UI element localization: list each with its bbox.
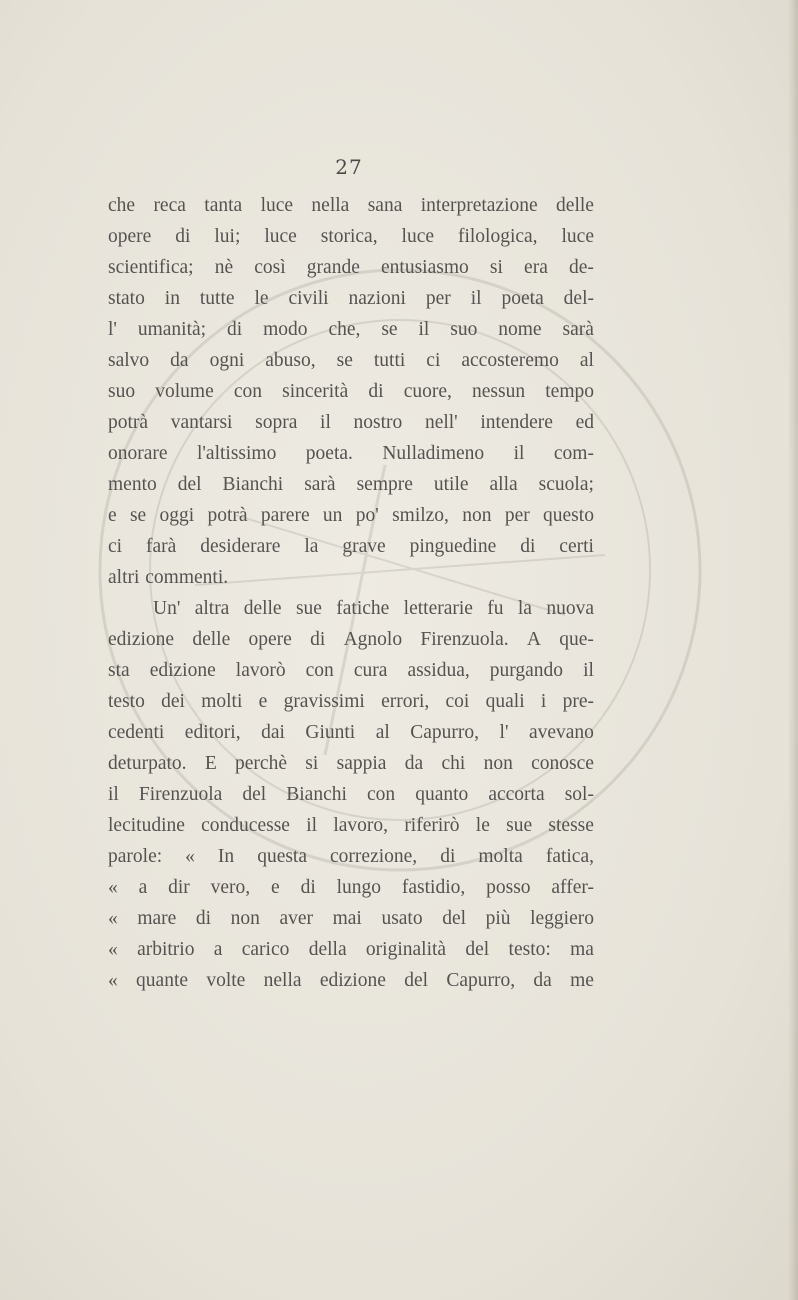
word: potrà — [207, 505, 248, 526]
word: filologica, — [457, 226, 538, 247]
word: nostro — [353, 412, 403, 433]
word: salvo — [108, 350, 150, 371]
word: non — [483, 753, 513, 774]
word: conducesse — [201, 815, 290, 836]
word: per — [425, 288, 451, 309]
word: lungo — [336, 877, 382, 898]
word: al — [375, 722, 390, 743]
word: arbitrio — [137, 939, 195, 960]
word: nessun — [472, 381, 526, 402]
word: più — [485, 908, 511, 929]
word: testo: — [508, 939, 551, 960]
word: del — [404, 970, 429, 991]
word: tutti — [373, 350, 406, 371]
word: avevano — [528, 722, 594, 743]
word: dei — [161, 691, 185, 712]
word: parere — [260, 505, 310, 526]
text-line — [108, 810, 594, 841]
word: purgando — [489, 660, 564, 681]
word: po' — [355, 505, 379, 526]
word: fatica, — [545, 846, 594, 867]
word: intendere — [480, 412, 553, 433]
text-line — [108, 717, 594, 748]
word: altra — [194, 598, 230, 619]
word: nell' — [424, 412, 458, 433]
word: « — [108, 970, 118, 991]
word: di — [310, 629, 326, 650]
word: cuore, — [403, 381, 452, 402]
word: ci — [426, 350, 441, 371]
text-line — [108, 903, 594, 934]
word: utile — [433, 474, 469, 495]
word: civili — [288, 288, 329, 309]
word: dai — [261, 722, 285, 743]
word: si — [305, 753, 319, 774]
word: de- — [569, 257, 594, 278]
word: onorare — [108, 443, 168, 464]
word: era — [524, 257, 548, 278]
word: originalità — [365, 939, 447, 960]
word: luce — [260, 195, 294, 216]
word: assidua, — [407, 660, 470, 681]
word: Giunti — [305, 722, 356, 743]
word: posso — [486, 877, 531, 898]
word: Bianchi — [286, 784, 347, 805]
word: poeta — [501, 288, 544, 309]
word: che — [108, 195, 136, 216]
word: volte — [206, 970, 246, 991]
word: nella — [263, 970, 302, 991]
word: A — [526, 629, 541, 650]
word: di — [175, 226, 191, 247]
word: commenti. — [145, 567, 229, 588]
word: aver — [279, 908, 314, 929]
word: conosce — [531, 753, 594, 774]
text-line — [108, 221, 594, 252]
word: vero, — [210, 877, 251, 898]
word: se — [129, 505, 147, 526]
word: modo — [263, 319, 308, 340]
word: alla — [489, 474, 518, 495]
word: editori, — [184, 722, 241, 743]
word: In — [217, 846, 235, 867]
text-line — [108, 872, 594, 903]
word: l' — [499, 722, 509, 743]
text-line — [108, 252, 594, 283]
word: nè — [214, 257, 234, 278]
word: carico — [241, 939, 290, 960]
word: « — [108, 908, 118, 929]
word: cedenti — [108, 722, 165, 743]
word: tanta — [204, 195, 243, 216]
text-line — [108, 438, 594, 469]
word: storica, — [320, 226, 378, 247]
word: ci — [108, 536, 123, 557]
word: luce — [561, 226, 594, 247]
word: deturpato. — [108, 753, 187, 774]
word: E — [204, 753, 217, 774]
text-line — [108, 376, 594, 407]
word: del — [465, 939, 490, 960]
word: perchè — [235, 753, 287, 774]
word: suo — [450, 319, 478, 340]
word: que- — [559, 629, 594, 650]
text-line — [108, 748, 594, 779]
word: di — [520, 536, 536, 557]
word: del — [442, 908, 467, 929]
word: il — [470, 288, 482, 309]
word: il — [418, 319, 430, 340]
word: farà — [146, 536, 177, 557]
word: riferirò — [404, 815, 460, 836]
word: a — [138, 877, 148, 898]
word: che, — [328, 319, 361, 340]
word: molti — [201, 691, 243, 712]
word: della — [308, 939, 347, 960]
word: Nulladimeno — [382, 443, 485, 464]
word: lavoro, — [333, 815, 389, 836]
word: accosteremo — [461, 350, 559, 371]
word: reca — [153, 195, 186, 216]
word: il — [108, 784, 119, 805]
word: altri — [108, 567, 140, 588]
word: potrà — [108, 412, 149, 433]
text-line — [108, 934, 594, 965]
word: « — [185, 846, 195, 867]
word: per — [504, 505, 530, 526]
text-line — [108, 965, 594, 996]
word: leggiero — [530, 908, 594, 929]
word: poeta. — [305, 443, 353, 464]
word: a — [213, 939, 223, 960]
word: di — [368, 381, 384, 402]
word: luce — [401, 226, 435, 247]
word: lecitudine — [108, 815, 185, 836]
word: quante — [136, 970, 189, 991]
word: molta — [478, 846, 523, 867]
word: non — [230, 908, 260, 929]
text-line — [108, 655, 594, 686]
word: Capurro, — [410, 722, 480, 743]
word: tempo — [545, 381, 594, 402]
word: sana — [367, 195, 403, 216]
text-line — [108, 686, 594, 717]
word: fastidio, — [401, 877, 466, 898]
word: delle — [243, 598, 282, 619]
word: da — [170, 350, 189, 371]
word: umanità; — [137, 319, 207, 340]
word: il — [306, 815, 318, 836]
word: in — [164, 288, 180, 309]
word: se — [381, 319, 398, 340]
word: smilzo, — [392, 505, 449, 526]
word: del- — [563, 288, 594, 309]
text-line — [108, 407, 594, 438]
word: usato — [381, 908, 423, 929]
text-line — [108, 283, 594, 314]
word: al — [579, 350, 594, 371]
word: Agnolo — [343, 629, 403, 650]
word: sempre — [356, 474, 413, 495]
text-line — [108, 500, 594, 531]
word: Capurro, — [446, 970, 516, 991]
word: e — [271, 877, 280, 898]
text-line — [108, 190, 594, 221]
word: quanto — [415, 784, 469, 805]
word: con — [305, 660, 334, 681]
word: scientifica; — [108, 257, 194, 278]
word: testo — [108, 691, 145, 712]
word: vantarsi — [170, 412, 233, 433]
word: oggi — [159, 505, 195, 526]
word: Un' — [153, 598, 181, 619]
word: da — [404, 753, 424, 774]
word: com- — [553, 443, 594, 464]
word: sta — [108, 660, 130, 681]
word: mare — [137, 908, 177, 929]
word: gravissimi — [283, 691, 365, 712]
word: del — [242, 784, 267, 805]
word: chi — [441, 753, 466, 774]
word: edizione — [149, 660, 216, 681]
word: l' — [108, 319, 117, 340]
word: questa — [257, 846, 308, 867]
text-line — [108, 345, 594, 376]
text-line — [108, 562, 594, 593]
word: stesse — [548, 815, 594, 836]
word: nazioni — [348, 288, 406, 309]
word: sarà — [304, 474, 336, 495]
word: quali — [485, 691, 525, 712]
word: lavorò — [235, 660, 286, 681]
word: fatiche — [336, 598, 390, 619]
word: abuso, — [265, 350, 316, 371]
word: con — [366, 784, 396, 805]
word: grande — [306, 257, 360, 278]
word: il — [583, 660, 594, 681]
word: del — [177, 474, 202, 495]
word: grave — [342, 536, 386, 557]
text-line — [108, 841, 594, 872]
word: delle — [192, 629, 231, 650]
word: edizione — [319, 970, 386, 991]
word: pre- — [562, 691, 594, 712]
word: di — [300, 877, 316, 898]
word: se — [336, 350, 353, 371]
body-text — [108, 190, 594, 996]
word: stato — [108, 288, 145, 309]
word: con — [233, 381, 263, 402]
word: i — [540, 691, 547, 712]
word: entusiasmo — [381, 257, 469, 278]
word: sue — [506, 815, 533, 836]
word: letterarie — [403, 598, 473, 619]
word: pinguedine — [409, 536, 497, 557]
word: parole: — [108, 846, 163, 867]
word: così — [254, 257, 286, 278]
word: ogni — [209, 350, 245, 371]
word: lui; — [214, 226, 241, 247]
word: il — [513, 443, 525, 464]
word: di — [440, 846, 456, 867]
word: ed — [575, 412, 594, 433]
word: tutte — [199, 288, 235, 309]
word: sarà — [562, 319, 594, 340]
word: nuova — [546, 598, 594, 619]
page-edge-shadow — [788, 0, 798, 1300]
word: il — [320, 412, 331, 433]
text-line — [108, 624, 594, 655]
word: e — [258, 691, 268, 712]
word: dir — [168, 877, 190, 898]
word: di — [227, 319, 243, 340]
word: « — [108, 939, 118, 960]
word: mento — [108, 474, 157, 495]
word: la — [304, 536, 319, 557]
text-line — [108, 531, 594, 562]
word: Bianchi — [222, 474, 284, 495]
text-line — [108, 469, 594, 500]
word: fu — [487, 598, 504, 619]
word: interpretazione — [420, 195, 538, 216]
word: nella — [311, 195, 350, 216]
word: correzione, — [330, 846, 418, 867]
word: sincerità — [282, 381, 349, 402]
word: da — [533, 970, 552, 991]
word: opere — [108, 226, 152, 247]
text-line — [108, 314, 594, 345]
word: suo — [108, 381, 136, 402]
word: sol- — [564, 784, 594, 805]
word: Firenzuola — [138, 784, 223, 805]
word: nome — [498, 319, 542, 340]
word: me — [570, 970, 594, 991]
word: un — [322, 505, 343, 526]
word: accorta — [488, 784, 545, 805]
word: sopra — [255, 412, 298, 433]
word: e — [108, 505, 117, 526]
word: delle — [556, 195, 594, 216]
word: l'altissimo — [197, 443, 277, 464]
word: affer- — [551, 877, 594, 898]
word: cura — [353, 660, 388, 681]
word: Firenzuola. — [420, 629, 509, 650]
word: volume — [155, 381, 214, 402]
word: coi — [445, 691, 470, 712]
word: si — [489, 257, 503, 278]
word: edizione — [108, 629, 175, 650]
word: mai — [332, 908, 362, 929]
word: luce — [264, 226, 297, 247]
word: sappia — [336, 753, 387, 774]
word: « — [108, 877, 118, 898]
text-line — [108, 593, 594, 624]
word: di — [195, 908, 212, 929]
word: non — [462, 505, 492, 526]
word: opere — [248, 629, 292, 650]
word: scuola; — [538, 474, 594, 495]
word: la — [517, 598, 532, 619]
page-number: 27 — [335, 155, 363, 179]
word: le — [475, 815, 490, 836]
word: desiderare — [200, 536, 281, 557]
word: le — [254, 288, 269, 309]
word: ma — [570, 939, 594, 960]
word: sue — [295, 598, 322, 619]
text-line — [108, 779, 594, 810]
word: errori, — [381, 691, 430, 712]
word: certi — [559, 536, 594, 557]
word: questo — [543, 505, 594, 526]
